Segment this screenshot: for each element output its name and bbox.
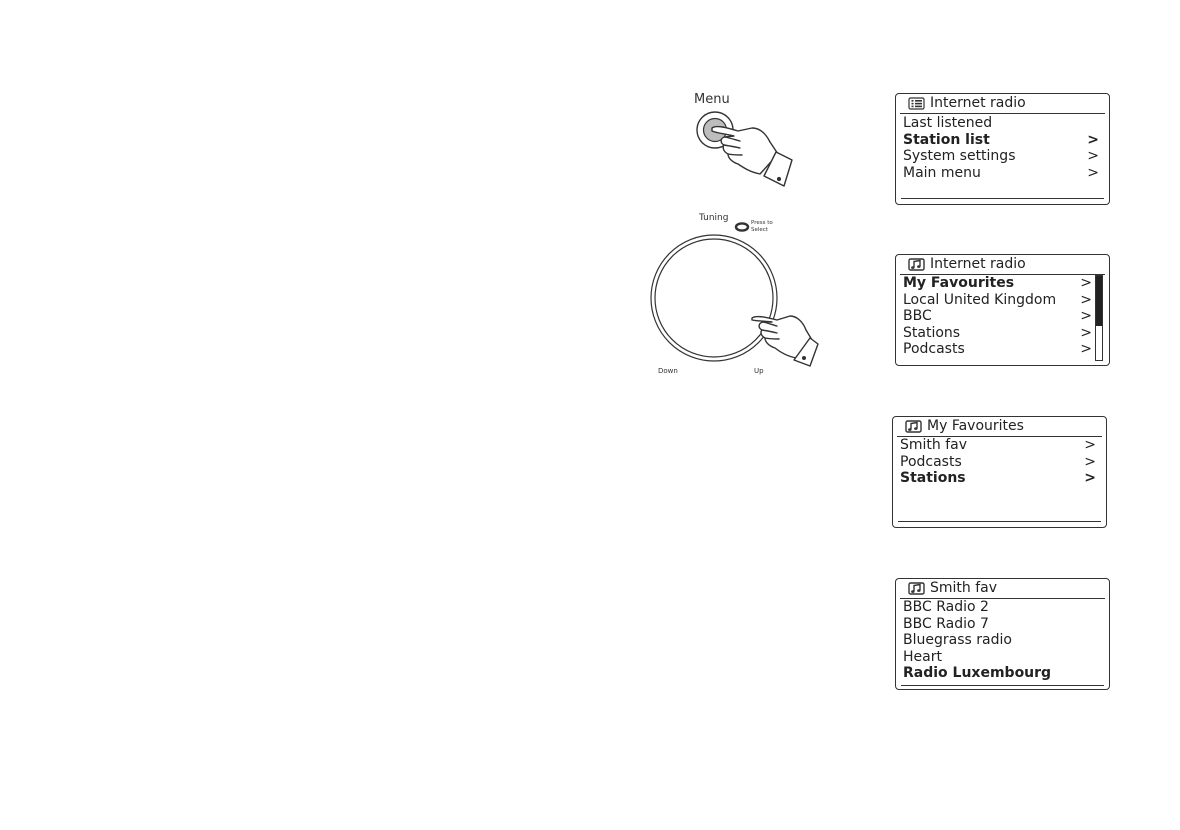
chevron-right-icon: >: [1080, 291, 1092, 308]
station-label: Bluegrass radio: [903, 632, 1012, 649]
chevron-right-icon: >: [1080, 308, 1092, 325]
menu-item-smith-fav[interactable]: [900, 437, 1106, 454]
select-text: Select: [751, 226, 768, 233]
menu-item-last-listened[interactable]: [903, 115, 1109, 132]
menu-item-station-list[interactable]: [903, 132, 1109, 149]
screen-footer-line: [901, 198, 1104, 199]
chevron-right-icon: >: [1084, 470, 1096, 487]
chevron-right-icon: >: [1087, 148, 1099, 165]
lcd-screen-internet-radio: [895, 93, 1110, 205]
press-select-icon: [736, 223, 748, 230]
scrollbar-thumb[interactable]: [1096, 276, 1102, 326]
tuning-dial[interactable]: [651, 235, 777, 361]
menu-item-stations[interactable]: [903, 325, 1109, 342]
menu-item-bbc[interactable]: [903, 308, 1109, 325]
list-icon: [908, 97, 925, 110]
station-label: BBC Radio 2: [903, 599, 989, 615]
screen-title: Internet radio: [930, 256, 1026, 273]
press-to-select-label: [751, 220, 773, 233]
menu-item-label: Stations: [903, 324, 961, 341]
menu-item-local-united-kingdom[interactable]: [903, 292, 1109, 309]
screen-title: Smith fav: [930, 580, 998, 597]
screen-title: Internet radio: [930, 95, 1026, 112]
menu-item-label: Podcasts: [900, 453, 962, 470]
menu-item-label: Stations: [900, 470, 966, 487]
chevron-right-icon: >: [1087, 131, 1099, 148]
station-label: Heart: [903, 648, 942, 665]
menu-item-label: Station list: [903, 131, 990, 148]
tuning-label: Tuning: [699, 213, 729, 223]
music-folder-icon: [908, 582, 925, 595]
screen-header: [897, 417, 1102, 437]
music-folder-icon: [905, 420, 922, 433]
lcd-screen-smith-fav: [895, 578, 1110, 690]
screen-footer-line: [901, 685, 1104, 686]
menu-item-podcasts[interactable]: [903, 341, 1109, 358]
list-item-bbc-radio-2[interactable]: [903, 599, 1109, 616]
menu-item-my-favourites[interactable]: [903, 275, 1109, 292]
up-label: Up: [754, 367, 764, 375]
screen-header: [900, 94, 1105, 114]
list-item-radio-luxembourg[interactable]: [903, 665, 1109, 682]
menu-item-label: Last listened: [903, 115, 993, 131]
menu-item-main-menu[interactable]: [903, 165, 1109, 182]
scrollbar[interactable]: [1095, 275, 1103, 361]
list-item-bbc-radio-7[interactable]: [903, 616, 1109, 633]
screen-header: [900, 255, 1105, 275]
menu-item-label: Main menu: [903, 164, 981, 181]
menu-item-label: Smith fav: [900, 437, 968, 453]
lcd-screen-my-favourites: [892, 416, 1107, 528]
screen-header: [900, 579, 1105, 599]
chevron-right-icon: >: [1080, 324, 1092, 341]
screen-footer-line: [898, 521, 1101, 522]
screen-title: My Favourites: [927, 418, 1024, 435]
press-to-text: Press to: [751, 220, 773, 226]
menu-item-podcasts[interactable]: [900, 454, 1106, 471]
hand-pointing-icon: [752, 316, 818, 366]
menu-item-stations[interactable]: [900, 470, 1106, 487]
chevron-right-icon: >: [1084, 453, 1096, 470]
down-label: Down: [658, 367, 678, 375]
list-item-heart[interactable]: [903, 649, 1109, 666]
menu-label: Menu: [694, 92, 730, 107]
chevron-right-icon: >: [1080, 275, 1092, 291]
lcd-screen-station-list: [895, 254, 1110, 366]
menu-item-label: BBC: [903, 308, 932, 325]
menu-item-label: Local United Kingdom: [903, 291, 1057, 308]
chevron-right-icon: >: [1084, 437, 1096, 453]
list-item-bluegrass-radio[interactable]: [903, 632, 1109, 649]
station-label: Radio Luxembourg: [903, 665, 1052, 682]
menu-item-system-settings[interactable]: [903, 148, 1109, 165]
chevron-right-icon: >: [1080, 341, 1092, 358]
menu-item-label: My Favourites: [903, 275, 1015, 291]
station-label: BBC Radio 7: [903, 615, 989, 632]
menu-item-label: System settings: [903, 148, 1016, 165]
chevron-right-icon: >: [1087, 164, 1099, 181]
music-folder-icon: [908, 258, 925, 271]
menu-item-label: Podcasts: [903, 341, 965, 358]
